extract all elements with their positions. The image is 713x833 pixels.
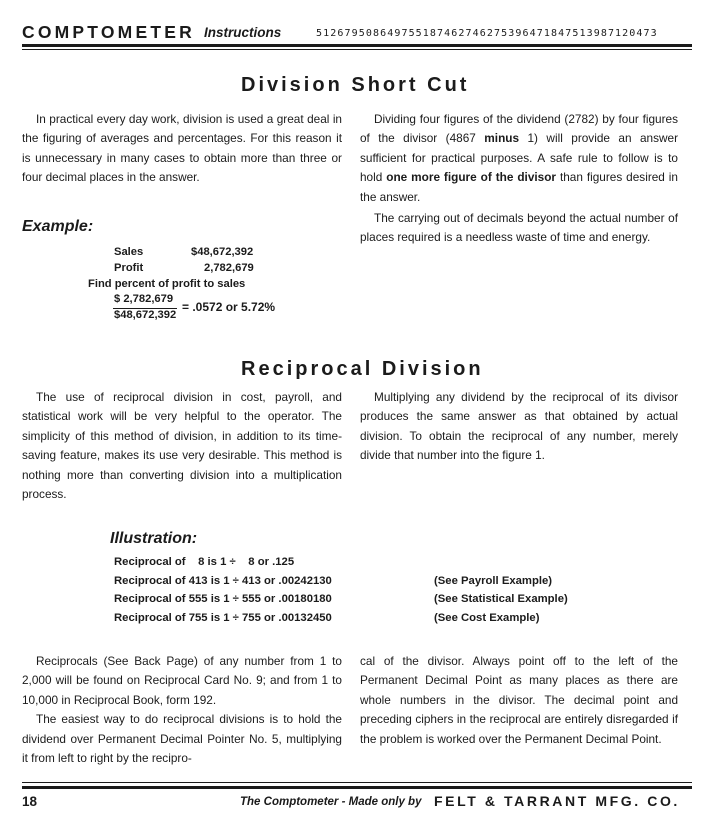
section1-right-paragraph-2: The carrying out of decimals beyond the actual number of places required is a needless waste of time and energy.	[360, 211, 678, 245]
illustration-row-note: (See Statistical Example)	[434, 593, 568, 605]
illustration-row	[114, 612, 594, 631]
section2-right-paragraph: Multiplying any dividend by the reciprocal of its divisor produces the same answer as that obtained by actual division. To obtain the reciprocal of any number, merely divide that number into the figure 1.	[360, 390, 678, 463]
header-label: Instructions	[204, 25, 282, 40]
section-title-division-short-cut: Division Short Cut	[241, 74, 470, 96]
example-numerator: $ 2,782,679	[114, 293, 174, 305]
bottom-left-column	[22, 652, 342, 768]
footer-company: FELT & TARRANT MFG. CO.	[434, 793, 680, 809]
section2-left-paragraph: The use of reciprocal division in cost, payroll, and statistical work will be very helpful to the operator. The simplicity of this method of division, in addition to its time-saving feature, makes its use very desirable. This method is nothing more than converting division into a multiplication process.	[22, 390, 342, 502]
example-profit-label: Profit	[114, 262, 144, 274]
header-rule-thin	[22, 49, 692, 50]
illustration-table	[114, 556, 594, 630]
example-sales-value: $48,672,392	[191, 246, 254, 258]
example-find-text: Find percent of profit to sales	[88, 278, 246, 290]
section2-left-column	[22, 388, 342, 504]
section1-right-paragraph-1: Dividing four figures of the dividend (2782) by four figures of the divisor (4867 minus 1) will provide an answer sufficient for practical purposes. A safe rule to follow is to hold one more figure of the divisor than figures desired in the answer.	[360, 112, 678, 204]
page-number: 18	[22, 794, 38, 809]
bottom-right-paragraph: cal of the divisor. Always point off to the left of the Permanent Decimal Point as many places as there are whole numbers in the divisor. The decimal point and preceding ciphers in the reciprocal are entirely disregarded if the problem is worked over the Permanent Decimal Point.	[360, 654, 678, 746]
header-rule-thick	[22, 44, 692, 47]
example-profit-value: 2,782,679	[204, 262, 254, 274]
illustration-row-text: Reciprocal of 8 is 1 ÷ 8 or .125	[114, 556, 295, 568]
illustration-row-text: Reciprocal of 755 is 1 ÷ 755 or .00132450	[114, 611, 332, 624]
example-result: = .0572 or 5.72%	[182, 300, 276, 314]
example-denominator: $48,672,392	[114, 309, 177, 321]
illustration-row	[114, 556, 594, 575]
example-sales-label: Sales	[114, 246, 144, 258]
section1-left-column	[22, 110, 342, 188]
illustration-row-text: Reciprocal of 413 is 1 ÷ 413 or .00242130	[114, 574, 332, 587]
section1-left-paragraph: In practical every day work, division is used a great deal in the figuring of averages and percentages. For this reason it is unnecessary in many cases to obtain more than three or four decimal places in the answer.	[22, 112, 342, 185]
section-title-reciprocal-division: Reciprocal Division	[241, 358, 484, 380]
footer-rule-thin	[22, 782, 692, 783]
example-heading: Example:	[22, 218, 94, 235]
bottom-left-paragraph-2: The easiest way to do reciprocal divisions is to hold the dividend over Permanent Decimal Pointer No. 5, multiplying it from left to right by the recipro-	[22, 712, 342, 766]
illustration-heading: Illustration:	[110, 530, 198, 547]
brand-title: COMPTOMETER	[22, 22, 195, 42]
illustration-row-note: (See Cost Example)	[434, 611, 540, 624]
bottom-left-paragraph-1: Reciprocals (See Back Page) of any number from 1 to 2,000 will be found on Reciprocal Card No. 9; and from 1 to 10,000 in Reciprocal Book, form 192.	[22, 654, 342, 707]
bottom-right-column	[360, 652, 678, 749]
illustration-row	[114, 575, 594, 594]
section1-right-column	[360, 110, 678, 248]
footer-text: The Comptometer - Made only by	[240, 796, 422, 808]
header-digits: 512679508649755187462746275396471847513987120473	[316, 28, 658, 39]
section2-right-column	[360, 388, 678, 466]
illustration-row-text: Reciprocal of 555 is 1 ÷ 555 or .00180180	[114, 593, 332, 605]
illustration-row-note: (See Payroll Example)	[434, 574, 553, 587]
illustration-row	[114, 593, 594, 612]
footer-rule-thick	[22, 786, 692, 789]
